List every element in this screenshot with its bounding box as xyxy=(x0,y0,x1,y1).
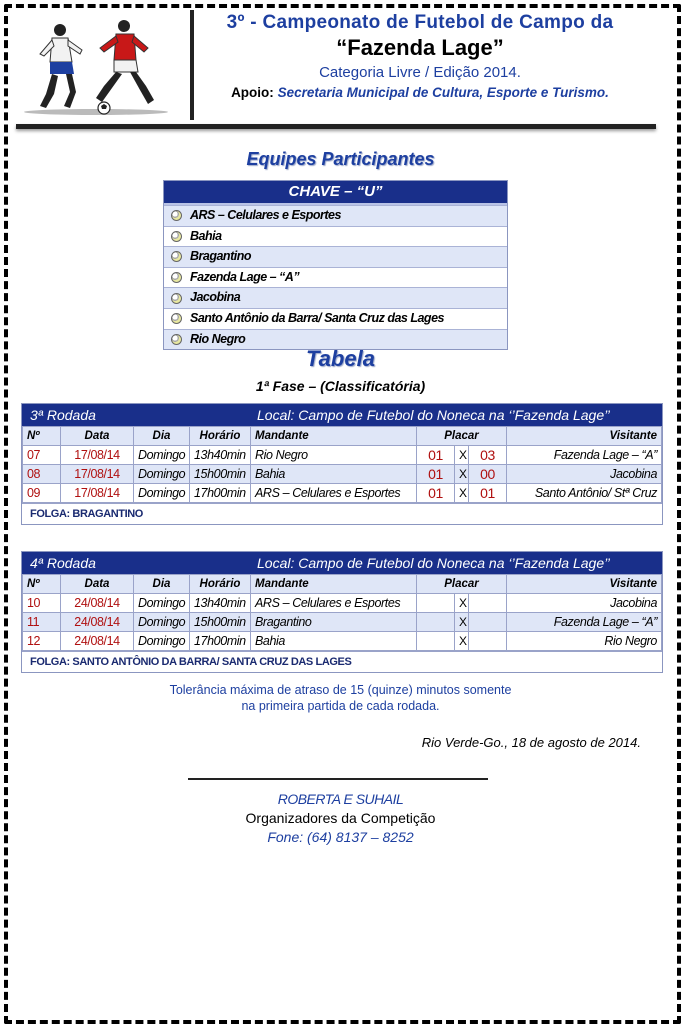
match-number: 12 xyxy=(23,632,61,651)
match-day: Domingo xyxy=(134,465,190,484)
round-header xyxy=(22,404,662,426)
table-row xyxy=(23,613,662,632)
header-row xyxy=(23,427,662,446)
match-number: 07 xyxy=(23,446,61,465)
match-time: 15h00min xyxy=(190,613,251,632)
score-separator: X xyxy=(455,446,469,465)
teams-section-title: Equipes Participantes xyxy=(246,149,435,169)
home-score: 01 xyxy=(417,484,455,503)
team-name: Bragantino xyxy=(190,249,251,264)
header-row xyxy=(23,575,662,594)
round-location: Local: Campo de Futebol do Noneca na ‘’Fazenda Lage’’ xyxy=(257,555,610,571)
match-time: 17h00min xyxy=(190,484,251,503)
organizers-block xyxy=(0,790,681,847)
note-line: Tolerância máxima de atraso de 15 (quinze) minutos somente xyxy=(169,683,512,697)
bye-team: FOLGA: BRAGANTINO xyxy=(22,503,662,524)
phase-title: 1ª Fase – (Classificatória) xyxy=(255,378,426,394)
header-rule xyxy=(16,124,656,129)
team-list xyxy=(164,205,507,349)
col-header: Visitante xyxy=(507,575,662,594)
away-score: 03 xyxy=(469,446,507,465)
soccer-ball-icon xyxy=(171,272,182,283)
away-team: Rio Negro xyxy=(507,632,662,651)
col-header: Data xyxy=(61,427,134,446)
home-score xyxy=(417,613,455,632)
match-table xyxy=(22,574,662,651)
away-team: Jacobina xyxy=(507,594,662,613)
home-team: Bahia xyxy=(251,465,417,484)
table-row xyxy=(23,632,662,651)
home-team: ARS – Celulares e Esportes xyxy=(251,484,417,503)
round-table xyxy=(21,551,663,673)
match-number: 10 xyxy=(23,594,61,613)
round-table xyxy=(21,403,663,525)
round-header xyxy=(22,552,662,574)
col-header: Visitante xyxy=(507,427,662,446)
match-day: Domingo xyxy=(134,632,190,651)
team-row xyxy=(164,226,507,247)
soccer-ball-icon xyxy=(171,293,182,304)
tolerance-note xyxy=(0,682,681,714)
away-score xyxy=(469,632,507,651)
match-number: 09 xyxy=(23,484,61,503)
score-separator: X xyxy=(455,484,469,503)
match-time: 13h40min xyxy=(190,594,251,613)
table-row xyxy=(23,465,662,484)
col-header: Mandante xyxy=(251,427,417,446)
home-team: Bragantino xyxy=(251,613,417,632)
home-score xyxy=(417,594,455,613)
home-score: 01 xyxy=(417,446,455,465)
score-separator: X xyxy=(455,594,469,613)
col-header: Dia xyxy=(134,427,190,446)
away-team: Jacobina xyxy=(507,465,662,484)
home-team: Rio Negro xyxy=(251,446,417,465)
home-team: ARS – Celulares e Esportes xyxy=(251,594,417,613)
soccer-ball-icon xyxy=(171,251,182,262)
soccer-ball-icon xyxy=(171,313,182,324)
match-number: 08 xyxy=(23,465,61,484)
organizers-role: Organizadores da Competição xyxy=(245,810,436,826)
home-score: 01 xyxy=(417,465,455,484)
match-date: 17/08/14 xyxy=(61,446,134,465)
team-name: Santo Antônio da Barra/ Santa Cruz das Lages xyxy=(190,310,444,325)
group-title: CHAVE – “U” xyxy=(164,181,507,205)
match-day: Domingo xyxy=(134,484,190,503)
match-number: 11 xyxy=(23,613,61,632)
away-team: Santo Antônio/ Stª Cruz xyxy=(507,484,662,503)
score-separator: X xyxy=(455,465,469,484)
table-row xyxy=(23,484,662,503)
match-date: 24/08/14 xyxy=(61,613,134,632)
col-header: Nº xyxy=(23,427,61,446)
match-date: 17/08/14 xyxy=(61,484,134,503)
team-name: Jacobina xyxy=(190,290,241,305)
soccer-ball-icon xyxy=(171,210,182,221)
match-day: Domingo xyxy=(134,594,190,613)
match-day: Domingo xyxy=(134,613,190,632)
match-date: 24/08/14 xyxy=(61,594,134,613)
tabela-title: Tabela xyxy=(306,346,375,371)
bye-team: FOLGA: SANTO ANTÔNIO DA BARRA/ SANTA CRUZ DAS LAGES xyxy=(22,651,662,672)
championship-title: 3º - Campeonato de Futebol de Campo da xyxy=(226,12,614,33)
category-edition: Categoria Livre / Edição 2014. xyxy=(319,64,521,81)
organizers-name: ROBERTA E SUHAIL xyxy=(277,791,404,807)
team-name: ARS – Celulares e Esportes xyxy=(190,208,341,222)
match-day: Domingo xyxy=(134,446,190,465)
match-table xyxy=(22,426,662,503)
team-name: Fazenda Lage – “A” xyxy=(190,269,300,284)
team-row xyxy=(164,287,507,308)
soccer-ball-icon xyxy=(171,334,182,345)
team-row xyxy=(164,205,507,226)
col-header: Horário xyxy=(190,427,251,446)
away-score xyxy=(469,613,507,632)
away-score xyxy=(469,594,507,613)
away-score: 01 xyxy=(469,484,507,503)
header xyxy=(200,12,640,100)
support-text: Secretaria Municipal de Cultura, Esporte e Turismo. xyxy=(277,85,609,100)
table-row xyxy=(23,594,662,613)
venue-title: “Fazenda Lage” xyxy=(336,35,504,60)
match-date: 17/08/14 xyxy=(61,465,134,484)
soccer-ball-icon xyxy=(171,231,182,242)
match-time: 15h00min xyxy=(190,465,251,484)
team-name: Bahia xyxy=(190,228,222,243)
away-team: Fazenda Lage – “A” xyxy=(507,446,662,465)
home-score xyxy=(417,632,455,651)
col-header: Nº xyxy=(23,575,61,594)
away-team: Fazenda Lage – “A” xyxy=(507,613,662,632)
round-name: 4ª Rodada xyxy=(30,555,96,571)
score-separator: X xyxy=(455,632,469,651)
away-score: 00 xyxy=(469,465,507,484)
match-time: 13h40min xyxy=(190,446,251,465)
contact-phone: Fone: (64) 8137 – 8252 xyxy=(267,829,414,845)
team-row xyxy=(164,308,507,329)
team-name: Rio Negro xyxy=(190,331,246,346)
place-date: Rio Verde-Go., 18 de agosto de 2014. xyxy=(421,735,641,750)
signature-line xyxy=(188,778,488,780)
note-line: na primeira partida de cada rodada. xyxy=(241,699,440,713)
home-team: Bahia xyxy=(251,632,417,651)
col-header: Horário xyxy=(190,575,251,594)
score-separator: X xyxy=(455,613,469,632)
round-location: Local: Campo de Futebol do Noneca na ‘’Fazenda Lage’’ xyxy=(257,407,610,423)
col-header: Mandante xyxy=(251,575,417,594)
col-header: Placar xyxy=(417,575,507,594)
col-header: Placar xyxy=(417,427,507,446)
support-label: Apoio: xyxy=(231,85,274,100)
match-time: 17h00min xyxy=(190,632,251,651)
team-row xyxy=(164,267,507,288)
round-name: 3ª Rodada xyxy=(30,407,96,423)
team-row xyxy=(164,246,507,267)
table-row xyxy=(23,446,662,465)
header-divider xyxy=(190,10,194,120)
col-header: Dia xyxy=(134,575,190,594)
teams-table xyxy=(163,180,508,350)
match-date: 24/08/14 xyxy=(61,632,134,651)
soccer-players-logo xyxy=(16,14,176,119)
support-line xyxy=(200,85,640,100)
col-header: Data xyxy=(61,575,134,594)
